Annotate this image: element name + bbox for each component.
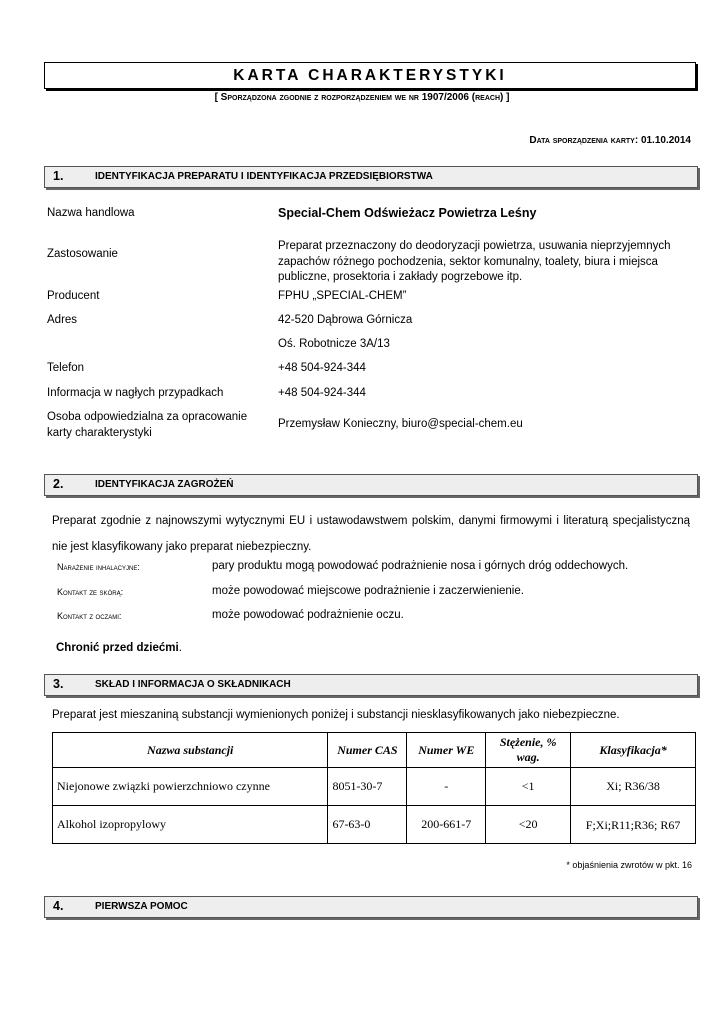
responsible-value: Przemysław Konieczny, biuro@special-chem.eu (278, 418, 523, 430)
section-3-number: 3. (53, 677, 64, 691)
hazard-skin-label: Kontakt ze skórą: (57, 587, 124, 597)
cell-substance: Alkohol izopropylowy (53, 806, 328, 844)
section-3-title: SKŁAD I INFORMACJA O SKŁADNIKACH (95, 679, 291, 690)
hazard-classification-text: Preparat zgodnie z najnowszymi wytycznymi EU i ustawodawstwem polskim, danymi firmowymi i literaturą specjalistyczną nie jest klasyfikowany jako preparat niebezpieczny. (52, 515, 690, 553)
col-header-we: Numer WE (407, 733, 486, 768)
section-1-number: 1. (53, 169, 64, 183)
cell-we: - (407, 768, 486, 806)
child-warning-suffix: . (178, 642, 182, 654)
table-row (53, 768, 696, 806)
hazard-eyes-label: Kontakt z oczami: (57, 611, 122, 621)
trade-name-label: Nazwa handlowa (47, 207, 135, 219)
cell-classification: F;Xi;R11;R36; R67 (571, 806, 696, 844)
col-header-substance: Nazwa substancji (53, 733, 328, 768)
section-4-header (44, 896, 698, 918)
producer-label: Producent (47, 290, 100, 302)
address-label: Adres (47, 314, 78, 326)
creation-date (529, 135, 691, 146)
use-value: Preparat przeznaczony do deodoryzacji powietrza, usuwania nieprzyjemnych zapachów różnego pochodzenia, sektor komunalny, toalety, biura i miejsca publiczne, prosektoria i zakłady pogrzebowe itp. (278, 240, 671, 283)
trade-name-value: Special-Chem Odświeżacz Powietrza Leśny (278, 206, 537, 220)
table-footnote: * objaśnienia zwrotów w pkt. 16 (566, 860, 692, 870)
document-title: KARTA CHARAKTERYSTYKI (233, 66, 507, 84)
responsible-label: Osoba odpowiedzialna za opracowanie karty charakterystyki (47, 411, 248, 439)
cell-we: 200-661-7 (407, 806, 486, 844)
hazard-skin-value: może powodować miejscowe podrażnienie i zaczerwienienie. (212, 585, 524, 597)
document-subtitle: [ Sporządzona zgodnie z rozporządzeniem we nr 1907/2006 (reach) ] (214, 92, 510, 103)
col-header-concentration: Stężenie, % wag. (486, 733, 571, 768)
address-line-1: 42-520 Dąbrowa Górnicza (278, 314, 413, 326)
section-3-header (44, 674, 698, 696)
cell-classification: Xi; R36/38 (571, 768, 696, 806)
creation-date-value: 01.10.2014 (640, 135, 691, 146)
producer-value: FPHU „SPECIAL-CHEM” (278, 290, 407, 302)
cell-substance: Niejonowe związki powierzchniowo czynne (53, 768, 328, 806)
emergency-label: Informacja w nagłych przypadkach (47, 387, 224, 399)
composition-intro: Preparat jest mieszaniną substancji wymienionych poniżej i substancji niesklasyfikowanych jako niebezpieczne. (52, 709, 620, 721)
emergency-value: +48 504-924-344 (278, 387, 366, 399)
use-label: Zastosowanie (47, 248, 118, 260)
section-1-title: IDENTYFIKACJA PREPARATU I IDENTYFIKACJA PRZEDSIĘBIORSTWA (95, 171, 433, 182)
table-row (53, 806, 696, 844)
section-2-title: IDENTYFIKACJA ZAGROŻEŃ (95, 479, 234, 490)
cell-cas: 67-63-0 (328, 806, 407, 844)
table-header-row (53, 733, 696, 768)
hazard-eyes-value: może powodować podrażnienie oczu. (212, 609, 404, 621)
cell-concentration: <20 (486, 806, 571, 844)
ingredients-table (52, 732, 696, 844)
cell-concentration: <1 (486, 768, 571, 806)
creation-date-label: Data sporządzenia karty: (529, 135, 639, 146)
section-4-title: PIERWSZA POMOC (95, 901, 188, 912)
section-2-header (44, 474, 698, 496)
section-4-number: 4. (53, 899, 64, 913)
phone-label: Telefon (47, 362, 85, 374)
section-1-header (44, 166, 698, 188)
hazard-inhalation-label: Narażenie inhalacyjne: (57, 562, 140, 572)
child-warning-text: Chronić przed dziećmi (56, 642, 179, 654)
col-header-cas: Numer CAS (328, 733, 407, 768)
child-warning (56, 642, 182, 654)
address-line-2: Oś. Robotnicze 3A/13 (278, 338, 390, 350)
document-title-box (44, 62, 696, 89)
hazard-inhalation-value: pary produktu mogą powodować podrażnienie nosa i górnych dróg oddechowych. (212, 560, 629, 572)
phone-value: +48 504-924-344 (278, 362, 366, 374)
col-header-classification: Klasyfikacja* (571, 733, 696, 768)
cell-cas: 8051-30-7 (328, 768, 407, 806)
section-2-number: 2. (53, 477, 64, 491)
